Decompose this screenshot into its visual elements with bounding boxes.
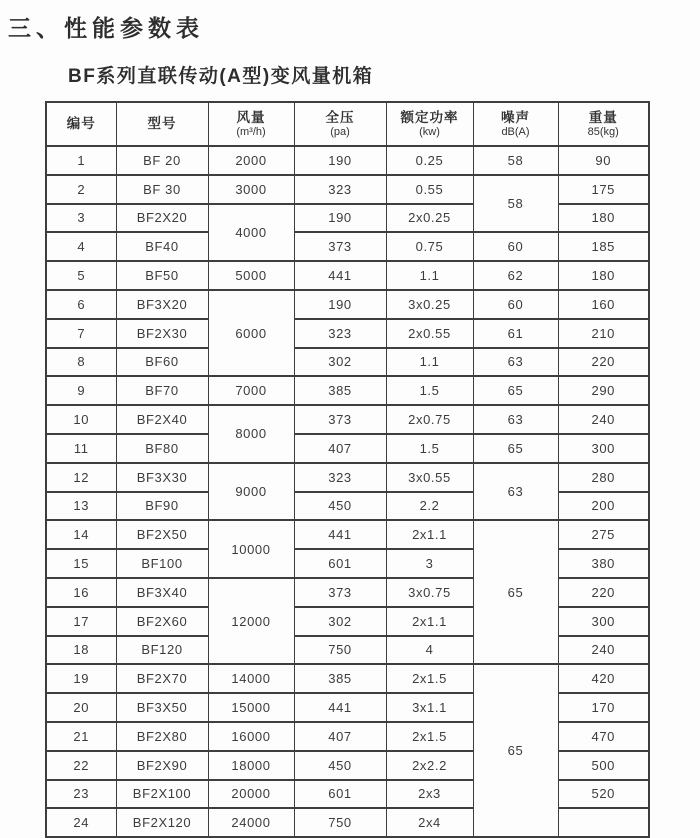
- cell-number: 6: [46, 290, 116, 319]
- cell-number: 2: [46, 175, 116, 204]
- cell-pressure: 190: [294, 146, 386, 175]
- cell-pressure: 323: [294, 175, 386, 204]
- table-row: [46, 664, 649, 693]
- column-label: 编号: [66, 116, 96, 131]
- cell-number: 7: [46, 319, 116, 348]
- cell-number: 5: [46, 261, 116, 290]
- cell-weight: 210: [558, 319, 649, 348]
- table-row: [46, 405, 649, 434]
- cell-power: 0.75: [386, 232, 473, 261]
- cell-power: 3x0.75: [386, 578, 473, 607]
- cell-number: 22: [46, 751, 116, 780]
- cell-noise: 65: [473, 520, 558, 664]
- cell-number: 15: [46, 549, 116, 578]
- cell-pressure: 601: [294, 549, 386, 578]
- cell-model: BF80: [116, 434, 208, 463]
- cell-noise: 63: [473, 405, 558, 434]
- cell-model: BF3X20: [116, 290, 208, 319]
- column-label: 型号: [147, 116, 177, 131]
- column-header: [116, 102, 208, 146]
- cell-number: 10: [46, 405, 116, 434]
- cell-number: 14: [46, 520, 116, 549]
- cell-weight: 180: [558, 204, 649, 233]
- cell-power: 1.5: [386, 434, 473, 463]
- column-label: 额定功率: [400, 109, 459, 125]
- cell-airflow: 20000: [208, 780, 294, 809]
- cell-power: 2x0.75: [386, 405, 473, 434]
- cell-pressure: 441: [294, 261, 386, 290]
- table-row: [46, 261, 649, 290]
- column-header: [558, 102, 649, 146]
- cell-noise: 60: [473, 232, 558, 261]
- cell-power: 2x0.55: [386, 319, 473, 348]
- cell-pressure: 302: [294, 607, 386, 636]
- cell-power: 2.2: [386, 492, 473, 521]
- cell-airflow: 18000: [208, 751, 294, 780]
- table-row: [46, 146, 649, 175]
- cell-model: BF2X40: [116, 405, 208, 434]
- cell-pressure: 385: [294, 664, 386, 693]
- cell-weight: 240: [558, 636, 649, 665]
- table-row: [46, 463, 649, 492]
- cell-model: BF 30: [116, 175, 208, 204]
- column-header: [294, 102, 386, 146]
- cell-weight: 500: [558, 751, 649, 780]
- column-unit: dB(A): [501, 125, 530, 138]
- cell-airflow: 10000: [208, 520, 294, 578]
- cell-power: 2x1.5: [386, 722, 473, 751]
- cell-weight: 300: [558, 434, 649, 463]
- cell-model: BF50: [116, 261, 208, 290]
- column-label: 风量: [236, 109, 266, 125]
- cell-power: 2x0.25: [386, 204, 473, 233]
- cell-model: BF70: [116, 376, 208, 405]
- cell-model: BF2X50: [116, 520, 208, 549]
- cell-power: 2x1.1: [386, 607, 473, 636]
- cell-airflow: 14000: [208, 664, 294, 693]
- table-row: [46, 808, 649, 837]
- cell-number: 19: [46, 664, 116, 693]
- cell-weight: 275: [558, 520, 649, 549]
- cell-airflow: 16000: [208, 722, 294, 751]
- cell-pressure: 190: [294, 204, 386, 233]
- table-row: [46, 492, 649, 521]
- cell-model: BF100: [116, 549, 208, 578]
- cell-pressure: 441: [294, 520, 386, 549]
- cell-airflow: 24000: [208, 808, 294, 837]
- cell-weight: 90: [558, 146, 649, 175]
- table-row: [46, 434, 649, 463]
- cell-noise: 58: [473, 146, 558, 175]
- performance-table: [45, 101, 650, 838]
- cell-airflow: 4000: [208, 204, 294, 262]
- column-unit: (pa): [330, 125, 350, 138]
- cell-number: 18: [46, 636, 116, 665]
- cell-pressure: 373: [294, 405, 386, 434]
- table-row: [46, 204, 649, 233]
- cell-model: BF2X20: [116, 204, 208, 233]
- table-row: [46, 578, 649, 607]
- column-header: [208, 102, 294, 146]
- cell-number: 23: [46, 780, 116, 809]
- page-title: 三、性能参数表: [8, 15, 204, 41]
- cell-model: BF 20: [116, 146, 208, 175]
- cell-airflow: 5000: [208, 261, 294, 290]
- table-subtitle: BF系列直联传动(A型)变风量机箱: [68, 66, 374, 87]
- cell-power: 2x1.5: [386, 664, 473, 693]
- cell-power: 1.1: [386, 261, 473, 290]
- cell-noise: 63: [473, 463, 558, 521]
- cell-airflow: 9000: [208, 463, 294, 521]
- cell-number: 9: [46, 376, 116, 405]
- cell-pressure: 323: [294, 463, 386, 492]
- cell-weight: 220: [558, 578, 649, 607]
- cell-model: BF3X40: [116, 578, 208, 607]
- cell-power: 2x4: [386, 808, 473, 837]
- cell-pressure: 373: [294, 578, 386, 607]
- cell-pressure: 601: [294, 780, 386, 809]
- cell-power: 2x2.2: [386, 751, 473, 780]
- cell-pressure: 450: [294, 492, 386, 521]
- cell-pressure: 302: [294, 348, 386, 377]
- cell-airflow: 2000: [208, 146, 294, 175]
- cell-noise: 63: [473, 348, 558, 377]
- cell-weight: 160: [558, 290, 649, 319]
- cell-pressure: 750: [294, 636, 386, 665]
- cell-airflow: 3000: [208, 175, 294, 204]
- cell-noise: 61: [473, 319, 558, 348]
- table-body: [46, 146, 649, 837]
- cell-number: 11: [46, 434, 116, 463]
- cell-airflow: 15000: [208, 693, 294, 722]
- cell-power: 3: [386, 549, 473, 578]
- cell-weight: 290: [558, 376, 649, 405]
- cell-number: 12: [46, 463, 116, 492]
- cell-number: 4: [46, 232, 116, 261]
- cell-airflow: 6000: [208, 290, 294, 376]
- table-row: [46, 607, 649, 636]
- cell-model: BF2X60: [116, 607, 208, 636]
- cell-power: 0.25: [386, 146, 473, 175]
- table-row: [46, 636, 649, 665]
- cell-power: 0.55: [386, 175, 473, 204]
- column-unit: 85(kg): [587, 125, 619, 138]
- cell-noise: 60: [473, 290, 558, 319]
- column-header: [473, 102, 558, 146]
- table-row: [46, 348, 649, 377]
- cell-model: BF2X30: [116, 319, 208, 348]
- cell-noise: 65: [473, 664, 558, 837]
- column-label: 噪声: [501, 109, 530, 125]
- cell-pressure: 407: [294, 722, 386, 751]
- cell-weight: 185: [558, 232, 649, 261]
- cell-pressure: 385: [294, 376, 386, 405]
- cell-pressure: 190: [294, 290, 386, 319]
- cell-weight: 280: [558, 463, 649, 492]
- cell-model: BF2X100: [116, 780, 208, 809]
- cell-weight: 240: [558, 405, 649, 434]
- table-header: [46, 102, 649, 146]
- cell-power: 2x3: [386, 780, 473, 809]
- column-unit: (m³/h): [236, 125, 266, 138]
- cell-power: 3x1.1: [386, 693, 473, 722]
- cell-noise: 58: [473, 175, 558, 233]
- cell-power: 1.1: [386, 348, 473, 377]
- cell-pressure: 323: [294, 319, 386, 348]
- cell-model: BF40: [116, 232, 208, 261]
- table-row: [46, 722, 649, 751]
- cell-noise: 65: [473, 376, 558, 405]
- table-row: [46, 175, 649, 204]
- cell-pressure: 750: [294, 808, 386, 837]
- column-label: 全压: [325, 109, 355, 125]
- table-row: [46, 520, 649, 549]
- cell-pressure: 407: [294, 434, 386, 463]
- column-label: 重量: [588, 109, 618, 125]
- cell-pressure: 450: [294, 751, 386, 780]
- table-row: [46, 751, 649, 780]
- cell-pressure: 441: [294, 693, 386, 722]
- cell-number: 3: [46, 204, 116, 233]
- cell-weight: [558, 808, 649, 837]
- cell-model: BF3X50: [116, 693, 208, 722]
- cell-model: BF2X70: [116, 664, 208, 693]
- cell-weight: 420: [558, 664, 649, 693]
- cell-model: BF60: [116, 348, 208, 377]
- cell-model: BF2X90: [116, 751, 208, 780]
- cell-weight: 520: [558, 780, 649, 809]
- cell-number: 20: [46, 693, 116, 722]
- table-row: [46, 232, 649, 261]
- cell-number: 21: [46, 722, 116, 751]
- cell-weight: 170: [558, 693, 649, 722]
- cell-model: BF2X120: [116, 808, 208, 837]
- table-row: [46, 376, 649, 405]
- cell-number: 17: [46, 607, 116, 636]
- cell-weight: 180: [558, 261, 649, 290]
- table-row: [46, 549, 649, 578]
- column-header: [386, 102, 473, 146]
- cell-number: 13: [46, 492, 116, 521]
- cell-weight: 175: [558, 175, 649, 204]
- cell-airflow: 7000: [208, 376, 294, 405]
- table-row: [46, 290, 649, 319]
- table-row: [46, 319, 649, 348]
- cell-weight: 200: [558, 492, 649, 521]
- cell-model: BF120: [116, 636, 208, 665]
- cell-power: 1.5: [386, 376, 473, 405]
- cell-pressure: 373: [294, 232, 386, 261]
- cell-number: 24: [46, 808, 116, 837]
- cell-noise: 65: [473, 434, 558, 463]
- cell-airflow: 8000: [208, 405, 294, 463]
- cell-power: 4: [386, 636, 473, 665]
- cell-power: 3x0.55: [386, 463, 473, 492]
- cell-power: 3x0.25: [386, 290, 473, 319]
- column-header: [46, 102, 116, 146]
- cell-model: BF90: [116, 492, 208, 521]
- cell-power: 2x1.1: [386, 520, 473, 549]
- cell-weight: 470: [558, 722, 649, 751]
- cell-number: 8: [46, 348, 116, 377]
- cell-weight: 300: [558, 607, 649, 636]
- header-row: [46, 102, 649, 146]
- cell-weight: 220: [558, 348, 649, 377]
- table-row: [46, 780, 649, 809]
- cell-weight: 380: [558, 549, 649, 578]
- column-unit: (kw): [419, 125, 440, 138]
- cell-number: 1: [46, 146, 116, 175]
- cell-airflow: 12000: [208, 578, 294, 664]
- cell-noise: 62: [473, 261, 558, 290]
- cell-model: BF2X80: [116, 722, 208, 751]
- cell-number: 16: [46, 578, 116, 607]
- table-row: [46, 693, 649, 722]
- cell-model: BF3X30: [116, 463, 208, 492]
